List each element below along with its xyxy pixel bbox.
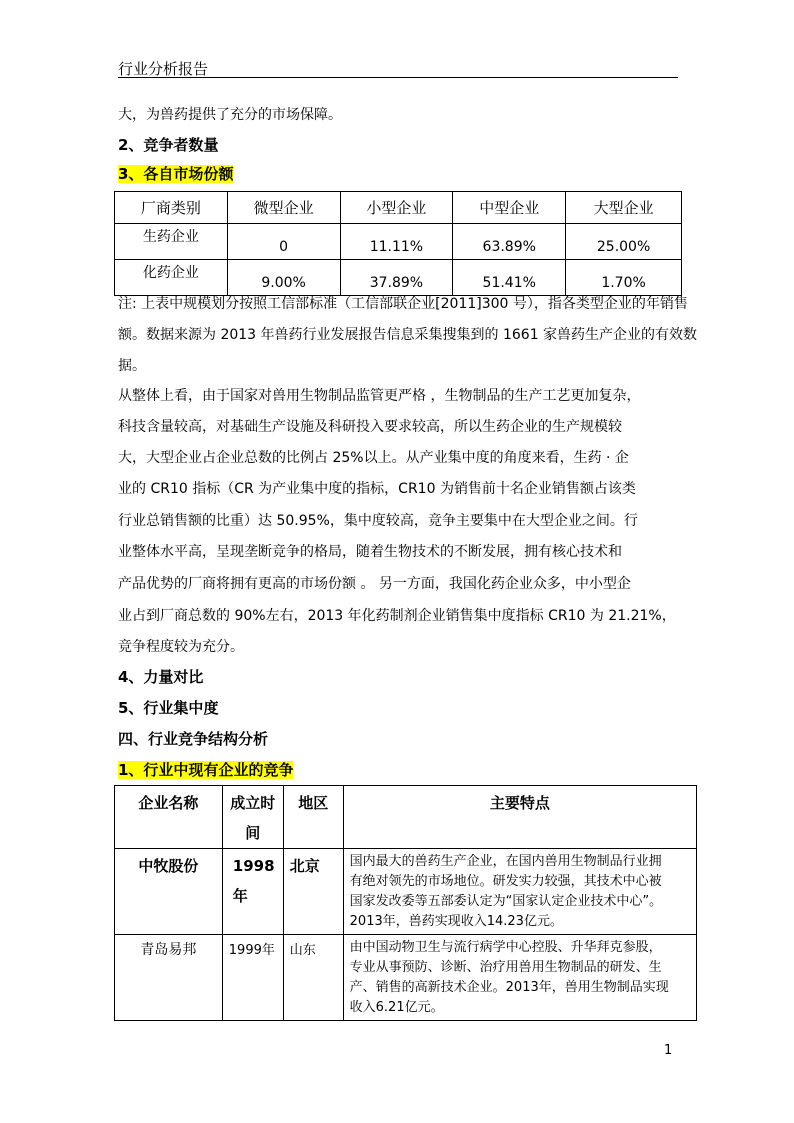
company-table [114, 785, 697, 1021]
table-header-cell: 中型企业 [453, 192, 566, 224]
company-year [222, 849, 283, 935]
table-cell: 11.11% [340, 224, 453, 260]
table-cell: 51.41% [453, 260, 566, 296]
table-row [115, 849, 697, 935]
feature-line: 由中国动物卫生与流行病学中心控股、升华拜克参股， [349, 940, 662, 955]
company-region: 山东 [283, 935, 343, 1021]
note-line: 额。数据来源为 2013 年兽药行业发展报告信息采集搜集到的 1661 家兽药生产企业的有效数 [118, 327, 698, 343]
feature-line: 2013年，兽药实现收入14.23亿元。 [349, 914, 563, 929]
company-name: 中牧股份 [115, 849, 223, 935]
paragraph-line: 产品优势的厂商将拥有更高的市场份额 。 另一方面，我国化药企业众多，中小型企 [118, 576, 631, 592]
company-year: 1999年 [222, 935, 283, 1021]
table-header-cell: 地区 [283, 786, 343, 849]
heading-power-comparison: 4、力量对比 [118, 668, 204, 686]
note-line: 注: 上表中规模划分按照工信部标准（工信部联企业[2011]300 号），指各类型企业的年销售 [118, 296, 688, 312]
table-header-cell: 主要特点 [343, 786, 696, 849]
header-text: 间 [245, 824, 261, 842]
heading-highlight: 3、各自市场份额 [118, 165, 234, 183]
paragraph-line: 从整体上看，由于国家对兽用生物制品监管更严格 ，生物制品的生产工艺更加复杂， [118, 388, 641, 404]
paragraph-line: 竞争程度较为充分。 [118, 639, 244, 655]
heading-concentration: 5、行业集中度 [118, 699, 219, 717]
year-text: 年 [232, 887, 248, 905]
header-divider [118, 77, 678, 78]
table-cell: 0 [227, 224, 340, 260]
table-cell: 1.70% [566, 260, 682, 296]
table-cell: 9.00% [227, 260, 340, 296]
heading-competitor-count: 2、竞争者数量 [118, 136, 219, 154]
company-features [343, 849, 696, 935]
table-header-cell: 企业名称 [115, 786, 223, 849]
table-cell: 63.89% [453, 224, 566, 260]
heading-competition-structure: 四、行业竞争结构分析 [118, 730, 269, 748]
heading-market-share [118, 163, 233, 184]
feature-line: 国家发改委等五部委认定为“国家认定企业技术中心”。 [349, 894, 663, 909]
paragraph-line: 行业总销售额的比重）达 50.95%，集中度较高，竞争主要集中在大型企业之间。行 [118, 513, 638, 529]
table-header-cell: 微型企业 [227, 192, 340, 224]
paragraph-line: 业整体水平高，呈现垄断竞争的格局，随着生物技术的不断发展，拥有核心技术和 [118, 544, 622, 560]
table-header-row [115, 192, 682, 224]
table-header-row [115, 786, 697, 849]
feature-line: 产、销售的高新技术企业。2013年，兽用生物制品实现 [349, 980, 669, 995]
heading-existing-competition [118, 759, 293, 780]
feature-line: 有绝对领先的市场地位。研发实力较强，其技术中心被 [349, 874, 662, 889]
company-name: 青岛易邦 [115, 935, 223, 1021]
table-row [115, 224, 682, 260]
table-cell: 化药企业 [115, 260, 228, 296]
year-text: 1998 [232, 857, 275, 875]
paragraph-line: 大，大型企业占企业总数的比例占 25%以上。从产业集中度的角度来看，生药 · 企 [118, 450, 629, 466]
table-row [115, 935, 697, 1021]
paragraph-line: 业占到厂商总数的 90%左右，2013 年化药制剂企业销售集中度指标 CR10 为 21.21%， [118, 608, 676, 624]
market-share-table [114, 191, 682, 296]
table-cell: 37.89% [340, 260, 453, 296]
table-header-cell: 厂商类别 [115, 192, 228, 224]
table-cell: 生药企业 [115, 224, 228, 260]
table-header-cell: 小型企业 [340, 192, 453, 224]
company-region: 北京 [283, 849, 343, 935]
table-cell: 25.00% [566, 224, 682, 260]
table-row [115, 260, 682, 296]
feature-line: 收入6.21亿元。 [349, 1000, 444, 1015]
header-text: 成立时 [230, 794, 276, 812]
paragraph-line: 科技含量较高，对基础生产设施及科研投入要求较高，所以生药企业的生产规模较 [118, 419, 622, 435]
heading-highlight: 1、行业中现有企业的竞争 [118, 761, 294, 779]
table-header-cell [222, 786, 283, 849]
note-line: 据。 [118, 358, 146, 374]
text-line: 大，为兽药提供了充分的市场保障。 [118, 107, 342, 123]
feature-line: 专业从事预防、诊断、治疗用兽用生物制品的研发、生 [349, 960, 662, 975]
feature-line: 国内最大的兽药生产企业，在国内兽用生物制品行业拥 [349, 854, 662, 869]
page-header-title: 行业分析报告 [118, 60, 209, 78]
paragraph-line: 业的 CR10 指标（CR 为产业集中度的指标，CR10 为销售前十名企业销售额占该类 [118, 481, 636, 497]
page-number: 1 [664, 1043, 673, 1058]
table-header-cell: 大型企业 [566, 192, 682, 224]
company-features [343, 935, 696, 1021]
